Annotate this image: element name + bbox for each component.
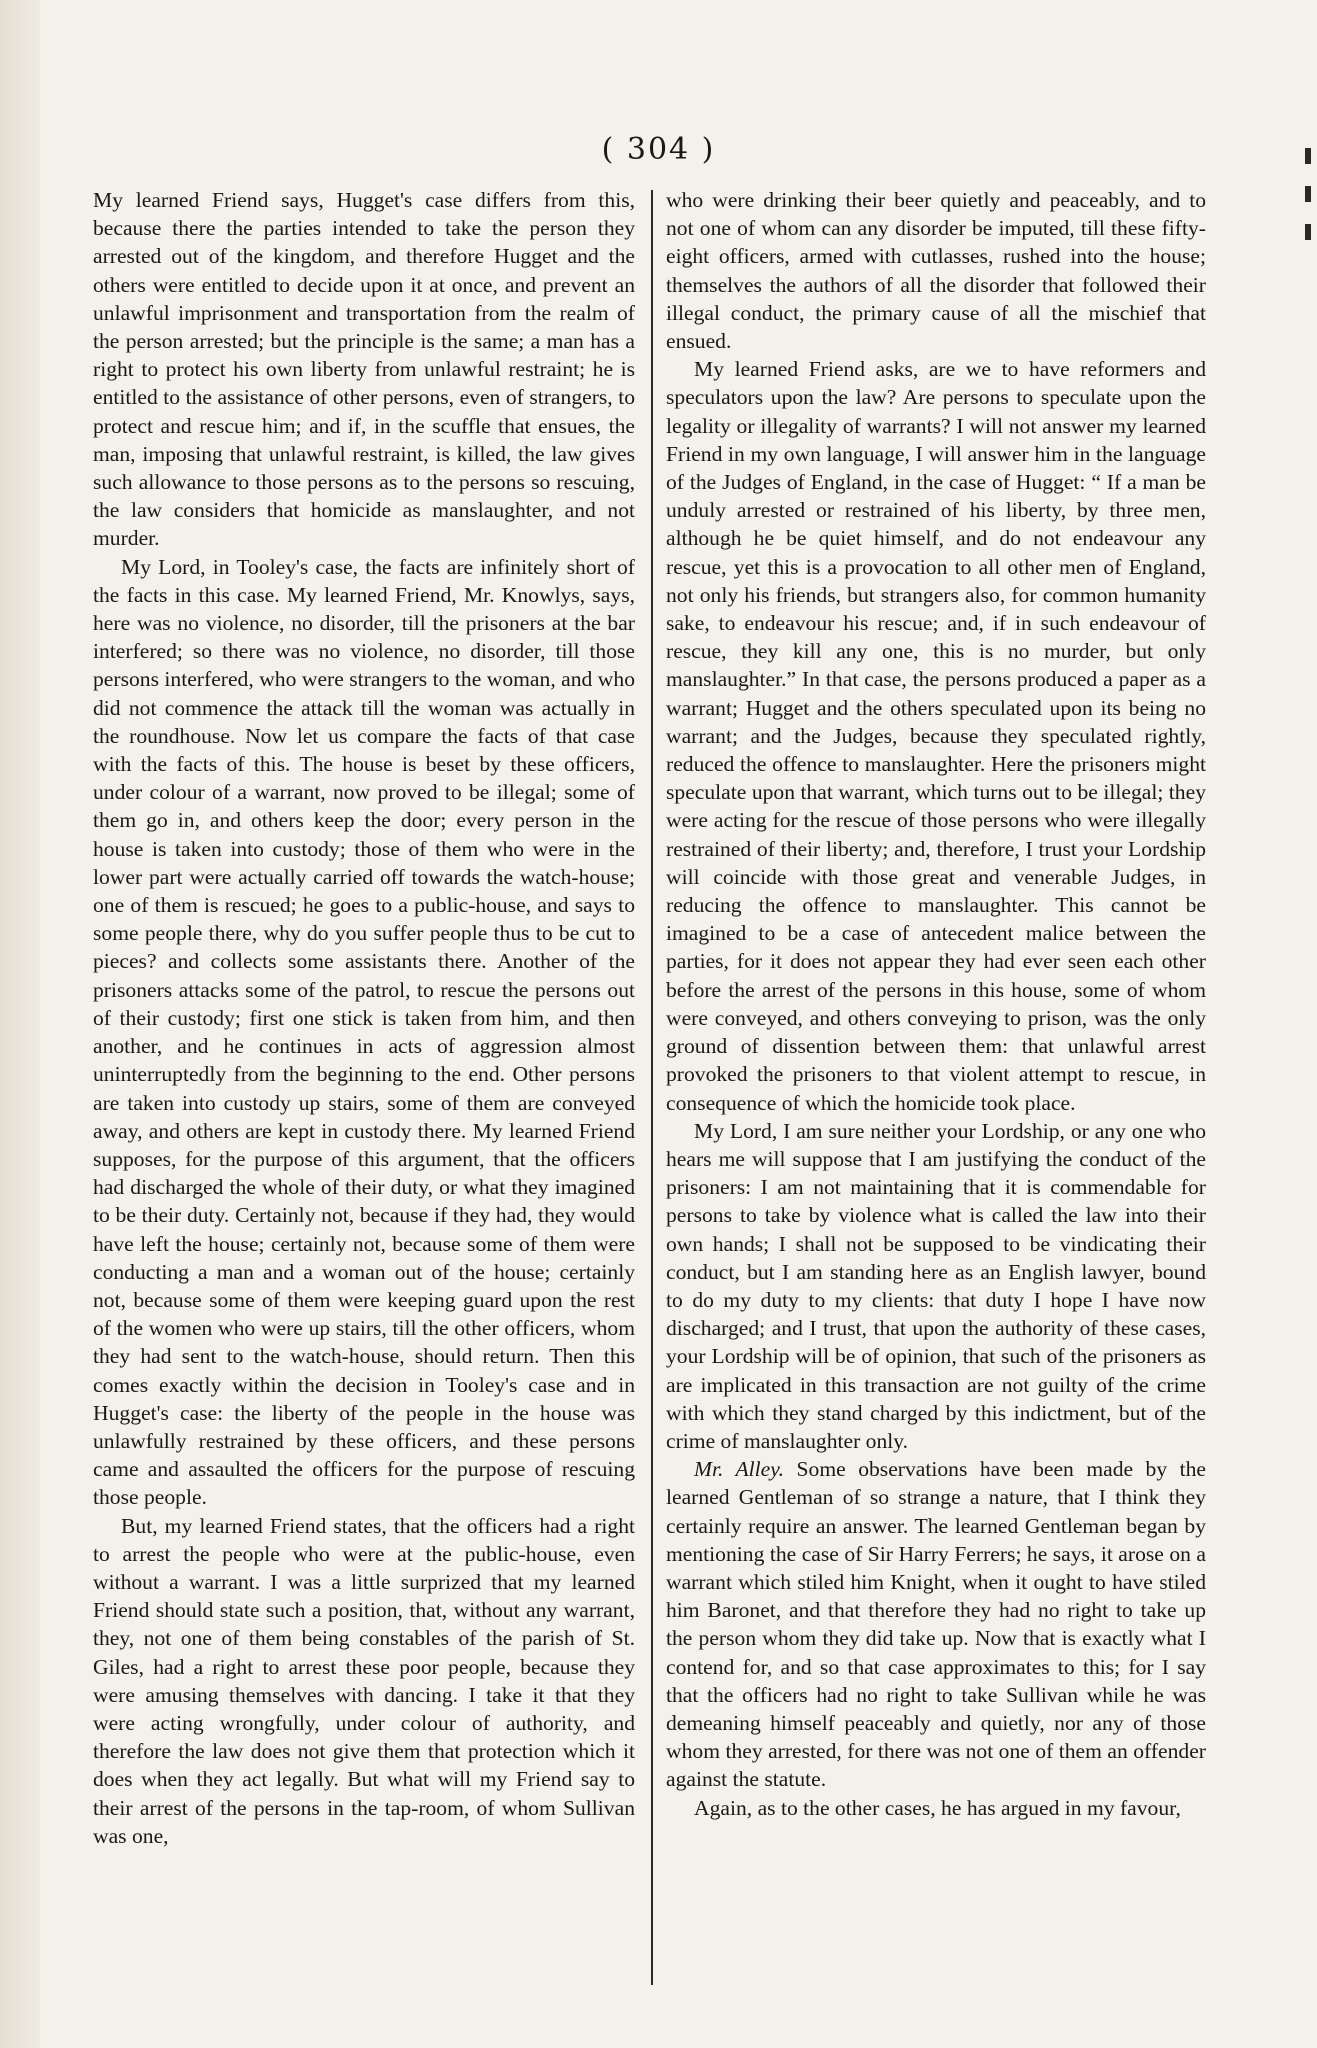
speech-paragraph xyxy=(666,1455,1206,1793)
speech-text: Some observations have been made by the learned Gentleman of so strange a nature, that I think they certainly require an answer. The learned Gentleman began by mentioning the case of Sir Harry Ferrers; he says, it arose on a warrant which stiled him Knight, when it ought to have stiled him Baronet, and that therefore they had no right to take up the person whom they did take up. Now that is exactly what I contend for, and so that case approximates to this; for I say that the officers had no right to take Sullivan while he was demeaning himself peaceably and quietly, nor any of those whom they arrested, for there was not one of them an offender against the statute. xyxy=(666,1457,1207,1792)
paragraph: My learned Friend asks, are we to have reformers and speculators upon the law? Are persons to speculate upon the legality or illegality of warrants? I will not answer my learned Friend in my own language, I will answer him in the language of the Judges of England, in the case of Hugget: “ If a man be unduly arrested or restrained of his liberty, by three men, although he be quiet himself, and do not endeavour any rescue, yet this is a provocation to all other men of England, not only his friends, but strangers also, for common humanity sake, to endeavour his rescue; and, if in such endeavour of rescue, they kill any one, this is no murder, but only manslaughter.” In that case, the persons produced a paper as a warrant; Hugget and the others speculated upon its being no warrant; and the Judges, because they speculated rightly, reduced the offence to manslaughter. Here the prisoners might speculate upon that warrant, which turns out to be illegal; they were acting for the rescue of those persons who were illegally restrained of their liberty; and, therefore, I trust your Lordship will coincide with those great and venerable Judges, in reducing the offence to manslaughter. This cannot be imagined to be a case of antecedent malice between the parties, for it does not appear they had ever seen each other before the arrest of the persons in this house, some of whom were conveyed, and others conveying to prison, was the only ground of dissention between them: that unlawful arrest provoked the prisoners to that violent attempt to rescue, in consequence of which the homicide took place. xyxy=(666,357,1206,1115)
paragraph: who were drinking their beer quietly and peaceably, and to not one of whom can any disorder be imputed, till these fifty-eight officers, armed with cutlasses, rushed into the house; themselves the authors of all the disorder that followed their illegal conduct, the primary cause of all the mischief that ensued. xyxy=(666,188,1206,354)
speaker-name: Mr. Alley. xyxy=(694,1457,785,1482)
paragraph: My learned Friend says, Hugget's case differs from this, because there the parties intended to take the person they arrested out of the kingdom, and therefore Hugget and the others were entitled to decide upon it at once, and prevent an unlawful imprisonment and transportation from the realm of the person arrested; but the principle is the same; a man has a right to protect his own liberty from unlawful restraint; he is entitled to the assistance of other persons, even of strangers, to protect and rescue him; and if, in the scuffle that ensues, the man, imposing that unlawful restraint, is killed, the law gives such allowance to those persons as to the persons so rescuing, the law considers that homicide as manslaughter, and not murder. xyxy=(93,188,635,551)
paragraph: My Lord, in Tooley's case, the facts are infinitely short of the facts in this case. My learned Friend, Mr. Knowlys, says, here was no violence, no disorder, till the prisoners at the bar interfered; so there was no violence, no disorder, till those persons interfered, who were strangers to the woman, and who did not commence the attack till the woman was actually in the roundhouse. Now let us compare the facts of that case with the facts of this. The house is beset by these officers, under colour of a warrant, now proved to be illegal; some of them go in, and others keep the door; every person in the house is taken into custody; those of them who were in the lower part were actually carried off towards the watch-house; one of them is rescued; he goes to a public-house, and says to some people there, why do you suffer people thus to be cut to pieces? and collects some assistants there. Another of the prisoners attacks some of the patrol, to rescue the persons out of their custody; first one stick is taken from him, and then another, and he continues in acts of aggression almost uninterruptedly from the beginning to the end. Other persons are taken into custody up stairs, some of them are conveyed away, and others are kept in custody there. My learned Friend supposes, for the purpose of this argument, that the officers had discharged the whole of their duty, or what they imagined to be their duty. Certainly not, because if they had, they would have left the house; certainly not, because some of them were conducting a man and a woman out of the house; certainly not, because some of them were keeping guard upon the rest of the women who were up stairs, till the other officers, whom they had sent to the watch-house, should return. Then this comes exactly within the decision in Tooley's case and in Hugget's case: the liberty of the people in the house was unlawfully restrained by these officers, and these persons came and assaulted the officers for the purpose of rescuing those people. xyxy=(93,554,635,1510)
left-column xyxy=(93,186,635,1850)
right-column xyxy=(666,186,1206,1822)
paragraph: My Lord, I am sure neither your Lordship, or any one who hears me will suppose that I am justifying the conduct of the prisoners: I am not maintaining that it is commendable for persons to take by violence what is called the law into their own hands; I shall not be supposed to be vindicating their conduct, but I am standing here as an English lawyer, bound to do my duty to my clients: that duty I hope I have now discharged; and I trust, that upon the authority of these cases, your Lordship will be of opinion, that such of the prisoners as are implicated in this transaction are not guilty of the crime with which they stand charged by this indictment, but of the crime of manslaughter only. xyxy=(666,1118,1206,1453)
column-divider xyxy=(651,190,653,1985)
adjacent-page-edge xyxy=(1297,140,1317,280)
paragraph: But, my learned Friend states, that the officers had a right to arrest the people who were at the public-house, even without a warrant. I was a little surprized that my learned Friend should state such a position, that, without any warrant, they, not one of them being constables of the parish of St. Giles, had a right to arrest these poor people, because they were amusing themselves with dancing. I take it that they were acting wrongfully, under colour of authority, and therefore the law does not give them that protection which it does when they act legally. But what will my Friend say to their arrest of the persons in the tap-room, of whom Sullivan was one, xyxy=(93,1513,635,1848)
page-number: ( 304 ) xyxy=(601,132,716,167)
paragraph: Again, as to the other cases, he has argued in my favour, xyxy=(694,1795,1181,1820)
book-binding-edge xyxy=(0,0,40,2048)
